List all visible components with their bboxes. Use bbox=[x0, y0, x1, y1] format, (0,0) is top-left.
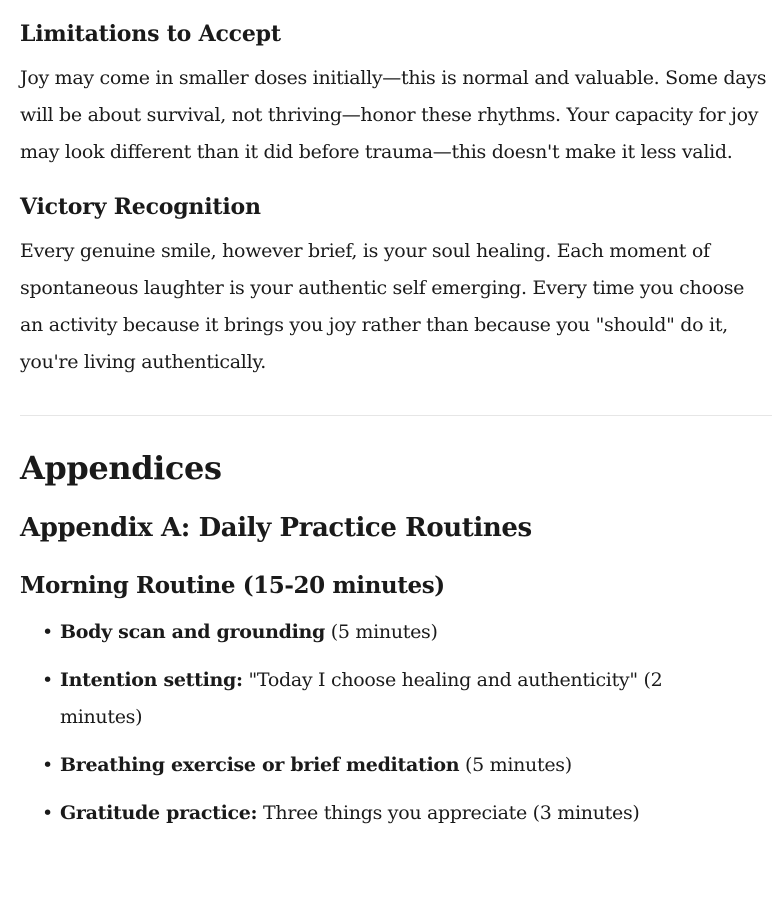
section-heading-victory: Victory Recognition bbox=[20, 194, 261, 220]
bullet-icon: • bbox=[42, 621, 53, 643]
bullet-icon: • bbox=[42, 802, 53, 824]
list-item-bold: Body scan and grounding bbox=[60, 621, 326, 643]
section-text-victory: Every genuine smile, however brief, is your soul healing. Each moment of spontaneous laughter is your authentic self emerging. Every time you choose an activity because it brings you joy rather than because you "should" do it, you're living authentically. bbox=[20, 240, 745, 373]
section-divider bbox=[20, 415, 772, 416]
list-item-bold: Gratitude practice: bbox=[60, 802, 258, 824]
morning-routine-title: Morning Routine (15-20 minutes) bbox=[20, 572, 445, 599]
list-item-text: Three things you appreciate (3 minutes) bbox=[257, 802, 640, 824]
bullet-icon: • bbox=[42, 754, 53, 776]
list-item-text: "Today I choose healing and authenticity" (2 minutes) bbox=[60, 669, 663, 728]
list-item bbox=[42, 662, 740, 736]
list-item bbox=[42, 795, 740, 832]
list-item bbox=[42, 614, 740, 651]
list-item-bold: Intention setting: bbox=[60, 669, 243, 691]
appendices-title: Appendices bbox=[20, 449, 222, 487]
morning-routine-list bbox=[20, 614, 777, 832]
bullet-icon: • bbox=[42, 669, 53, 691]
list-item bbox=[42, 747, 740, 784]
section-text-limitations: Joy may come in smaller doses initially—this is normal and valuable. Some days will be about survival, not thriving—honor these rhythms. Your capacity for joy may look different than it did before trauma—this doesn't make it less valid. bbox=[20, 67, 767, 163]
list-item-text: (5 minutes) bbox=[459, 754, 572, 776]
list-item-bold: Breathing exercise or brief meditation bbox=[60, 754, 460, 776]
appendix-a-title: Appendix A: Daily Practice Routines bbox=[20, 513, 532, 543]
list-item-text: (5 minutes) bbox=[325, 621, 438, 643]
section-heading-limitations: Limitations to Accept bbox=[20, 21, 281, 47]
